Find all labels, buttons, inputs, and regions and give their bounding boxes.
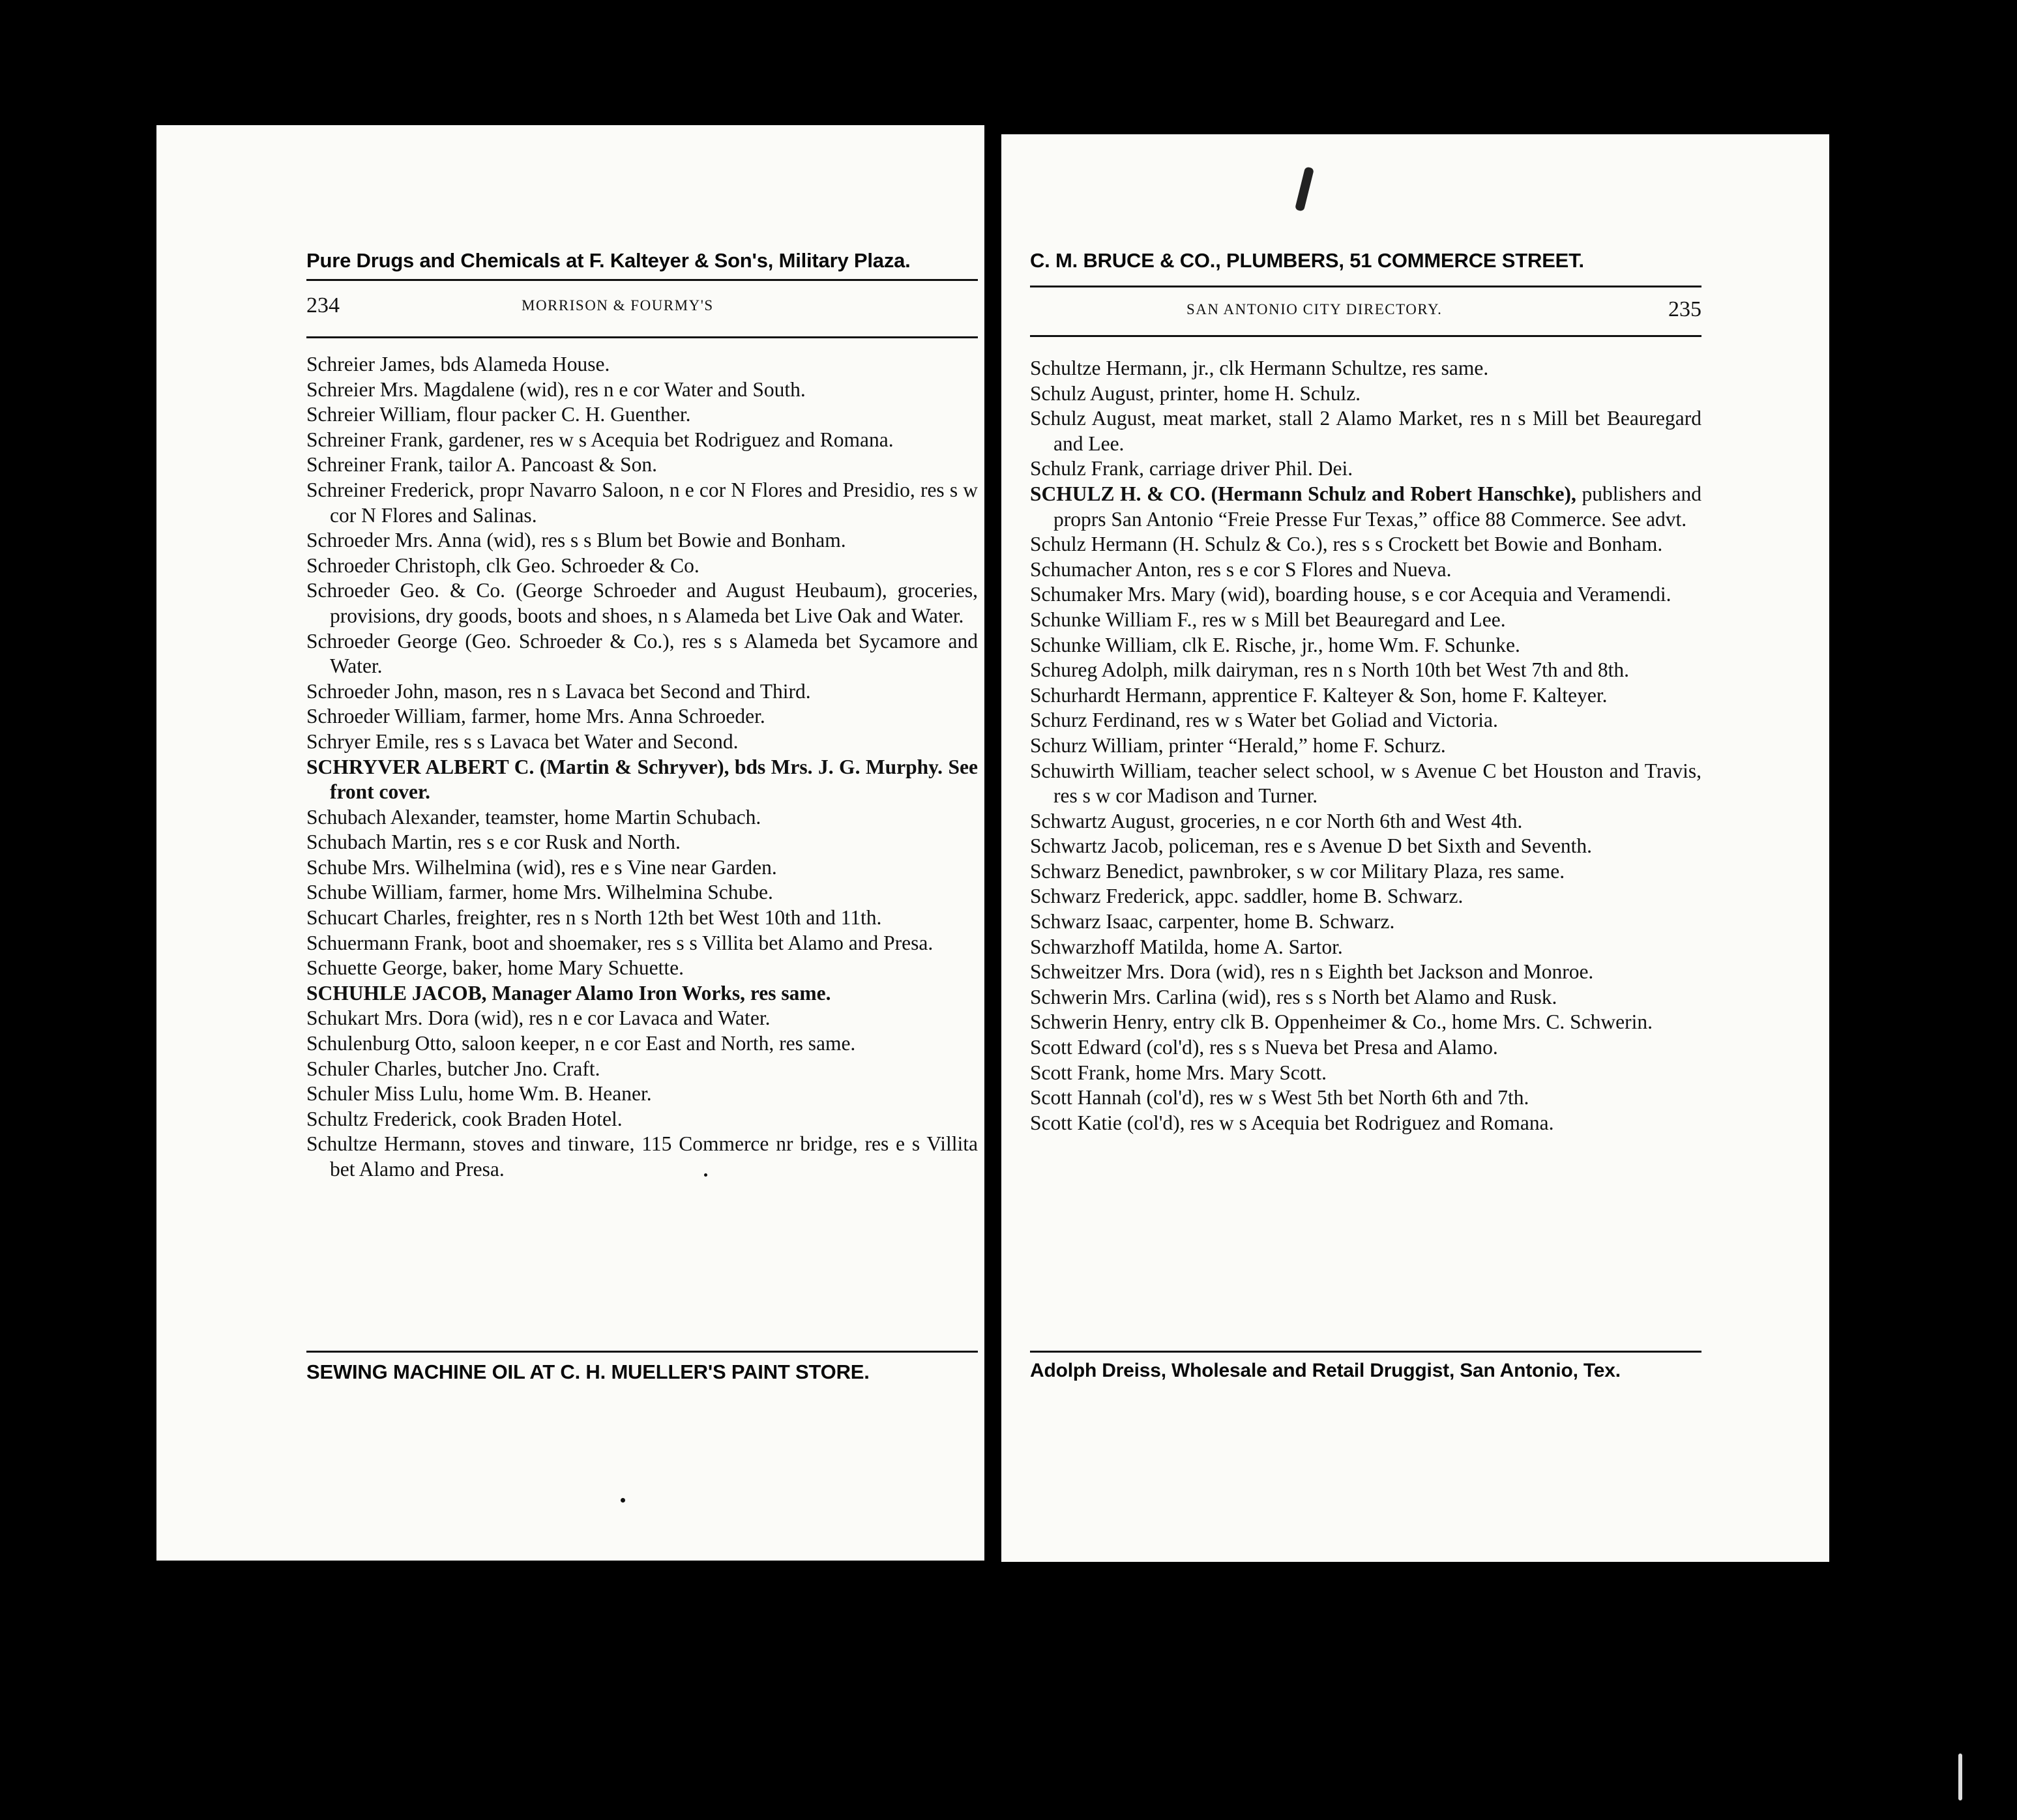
- print-speck: [704, 1173, 707, 1177]
- directory-entry: Scott Katie (col'd), res w s Acequia bet Rodriguez and Romana.: [1030, 1111, 1554, 1134]
- directory-entry: Schube Mrs. Wilhelmina (wid), res e s Vine near Garden.: [306, 855, 777, 879]
- page-number: 235: [1668, 297, 1701, 321]
- page-number: 234: [306, 293, 340, 317]
- directory-entry: Schulz August, printer, home H. Schulz.: [1030, 381, 1361, 405]
- directory-entry: Schwarz Benedict, pawnbroker, s w cor Military Plaza, res same.: [1030, 859, 1565, 883]
- directory-entry: Schwerin Mrs. Carlina (wid), res s s North bet Alamo and Rusk.: [1030, 985, 1557, 1008]
- running-head: [1030, 297, 1701, 323]
- directory-entry: Schwarz Isaac, carpenter, home B. Schwarz.: [1030, 910, 1395, 933]
- directory-entry: Schubach Martin, res s e cor Rusk and North.: [306, 830, 681, 854]
- directory-entries: [306, 352, 978, 1182]
- directory-entry: Schroeder George (Geo. Schroeder & Co.), res s s Alameda bet Sycamore and Water.: [306, 629, 978, 678]
- running-head: [306, 293, 978, 319]
- directory-entry: Schweitzer Mrs. Dora (wid), res n s Eighth bet Jackson and Monroe.: [1030, 960, 1594, 984]
- directory-entry: Schulz August, meat market, stall 2 Alamo Market, res n s Mill bet Beauregard and Lee.: [1030, 407, 1701, 455]
- directory-entry: Schulz Hermann (H. Schulz & Co.), res s s Crockett bet Bowie and Bonham.: [1030, 533, 1663, 556]
- footer-rule: [306, 1351, 978, 1353]
- directory-entry: Schreiner Frederick, propr Navarro Saloon, n e cor N Flores and Presidio, res s w cor N Flores and Salinas.: [306, 478, 978, 527]
- directory-entry: SCHRYVER ALBERT C. (Martin & Schryver), bds Mrs. J. G. Murphy. See front cover.: [306, 755, 978, 804]
- directory-entry: Schroeder Mrs. Anna (wid), res s s Blum bet Bowie and Bonham.: [306, 529, 846, 552]
- directory-entry: Schulz Frank, carriage driver Phil. Dei.: [1030, 457, 1353, 480]
- directory-entry: Schultze Hermann, jr., clk Hermann Schultze, res same.: [1030, 357, 1489, 379]
- left-page: [156, 125, 984, 1561]
- right-page: [1001, 134, 1829, 1562]
- directory-entry: Schubach Alexander, teamster, home Martin Schubach.: [306, 805, 761, 829]
- directory-entry: Schukart Mrs. Dora (wid), res n e cor Lavaca and Water.: [306, 1006, 771, 1030]
- directory-entry: Schryer Emile, res s s Lavaca bet Water and Second.: [306, 729, 739, 753]
- directory-entry: Schuwirth William, teacher select school, w s Avenue C bet Houston and Travis, res s w cor Madison and Turner.: [1030, 759, 1701, 808]
- directory-entry: Schumaker Mrs. Mary (wid), boarding house, s e cor Acequia and Veramendi.: [1030, 583, 1671, 606]
- directory-entry: Schube William, farmer, home Mrs. Wilhelmina Schube.: [306, 881, 773, 904]
- directory-entry: Schwerin Henry, entry clk B. Oppenheimer & Co., home Mrs. C. Schwerin.: [1030, 1010, 1653, 1034]
- print-speck: [621, 1498, 625, 1503]
- directory-entry: Schunke William F., res w s Mill bet Beauregard and Lee.: [1030, 608, 1506, 631]
- directory-entry: Scott Frank, home Mrs. Mary Scott.: [1030, 1061, 1327, 1084]
- directory-entry: Schultze Hermann, stoves and tinware, 115 Commerce nr bridge, res e s Villita bet Alamo and Presa.: [306, 1132, 978, 1181]
- directory-entry: Schroeder William, farmer, home Mrs. Anna Schroeder.: [306, 705, 765, 728]
- directory-entry: Schuler Miss Lulu, home Wm. B. Heaner.: [306, 1082, 652, 1106]
- directory-entry: Schunke William, clk E. Rische, jr., home Wm. F. Schunke.: [1030, 633, 1520, 656]
- directory-entry: Schreiner Frank, gardener, res w s Acequia bet Rodriguez and Romana.: [306, 428, 894, 451]
- directory-entry: Schwarz Frederick, appc. saddler, home B. Schwarz.: [1030, 885, 1464, 908]
- directory-entry: Schuermann Frank, boot and shoemaker, res s s Villita bet Alamo and Presa.: [306, 931, 934, 954]
- bottom-advertisement-banner: Adolph Dreiss, Wholesale and Retail Druggist, San Antonio, Tex.: [1030, 1360, 1621, 1381]
- directory-entry: Schurhardt Hermann, apprentice F. Kalteyer & Son, home F. Kalteyer.: [1030, 683, 1608, 707]
- directory-entry: Schreier William, flour packer C. H. Guenther.: [306, 403, 691, 426]
- running-head-rule: [306, 336, 978, 338]
- directory-entry: Schulenburg Otto, saloon keeper, n e cor East and North, res same.: [306, 1032, 856, 1055]
- top-advertisement-banner: C. M. BRUCE & CO., PLUMBERS, 51 COMMERCE STREET.: [1030, 249, 1584, 272]
- directory-entry: Scott Hannah (col'd), res w s West 5th bet North 6th and 7th.: [1030, 1086, 1529, 1109]
- entry-bold-lead: SCHULZ H. & CO. (Hermann Schulz and Robert Hanschke),: [1030, 482, 1576, 505]
- directory-entry: [1030, 482, 1701, 532]
- top-advertisement-banner: Pure Drugs and Chemicals at F. Kalteyer & Son's, Military Plaza.: [306, 249, 911, 272]
- ink-mark: [1295, 166, 1314, 211]
- directory-entry: Schuette George, baker, home Mary Schuette.: [306, 956, 684, 980]
- directory-entry: Schurz Ferdinand, res w s Water bet Goliad and Victoria.: [1030, 709, 1498, 732]
- running-head-rule: [1030, 335, 1701, 337]
- header-rule: [306, 279, 978, 281]
- directory-entry: Schreiner Frank, tailor A. Pancoast & Son.: [306, 453, 658, 477]
- directory-entries: [1030, 356, 1701, 1136]
- directory-entry: Schroeder Geo. & Co. (George Schroeder and August Heubaum), groceries, provisions, dry goods, boots and shoes, n s Alameda bet Live Oak and Water.: [306, 579, 978, 627]
- directory-entry: Schurz William, printer “Herald,” home F. Schurz.: [1030, 733, 1446, 757]
- film-scratch: [1958, 1754, 1962, 1800]
- directory-entry: SCHUHLE JACOB, Manager Alamo Iron Works, res same.: [306, 981, 831, 1005]
- running-title: MORRISON & FOURMY'S: [522, 297, 714, 314]
- directory-entry: Schwartz Jacob, policeman, res e s Avenue D bet Sixth and Seventh.: [1030, 834, 1592, 858]
- header-rule: [1030, 286, 1701, 287]
- directory-entry: Schroeder John, mason, res n s Lavaca bet Second and Third.: [306, 679, 811, 703]
- entry-rest: publishers and proprs San Antonio “Freie Presse Fur Texas,” office 88 Commerce. See advt.: [1053, 482, 1701, 531]
- directory-entry: Schwartz August, groceries, n e cor North 6th and West 4th.: [1030, 809, 1523, 832]
- directory-entry: Scott Edward (col'd), res s s Nueva bet Presa and Alamo.: [1030, 1036, 1498, 1059]
- directory-entry: Schreier Mrs. Magdalene (wid), res n e cor Water and South.: [306, 377, 806, 401]
- directory-entry: Schreier James, bds Alameda House.: [306, 353, 610, 375]
- directory-entry: Schwarzhoff Matilda, home A. Sartor.: [1030, 935, 1343, 958]
- directory-entry: Schucart Charles, freighter, res n s North 12th bet West 10th and 11th.: [306, 906, 882, 930]
- directory-entry: Schuler Charles, butcher Jno. Craft.: [306, 1057, 600, 1080]
- bottom-advertisement-banner: SEWING MACHINE OIL AT C. H. MUELLER'S PAINT STORE.: [306, 1360, 870, 1383]
- footer-rule: [1030, 1351, 1701, 1353]
- directory-entry: Schumacher Anton, res s e cor S Flores and Nueva.: [1030, 557, 1452, 581]
- directory-entry: Schroeder Christoph, clk Geo. Schroeder & Co.: [306, 553, 699, 577]
- directory-entry: Schultz Frederick, cook Braden Hotel.: [306, 1107, 623, 1130]
- running-title: SAN ANTONIO CITY DIRECTORY.: [1186, 301, 1443, 317]
- directory-entry: Schureg Adolph, milk dairyman, res n s North 10th bet West 7th and 8th.: [1030, 658, 1630, 682]
